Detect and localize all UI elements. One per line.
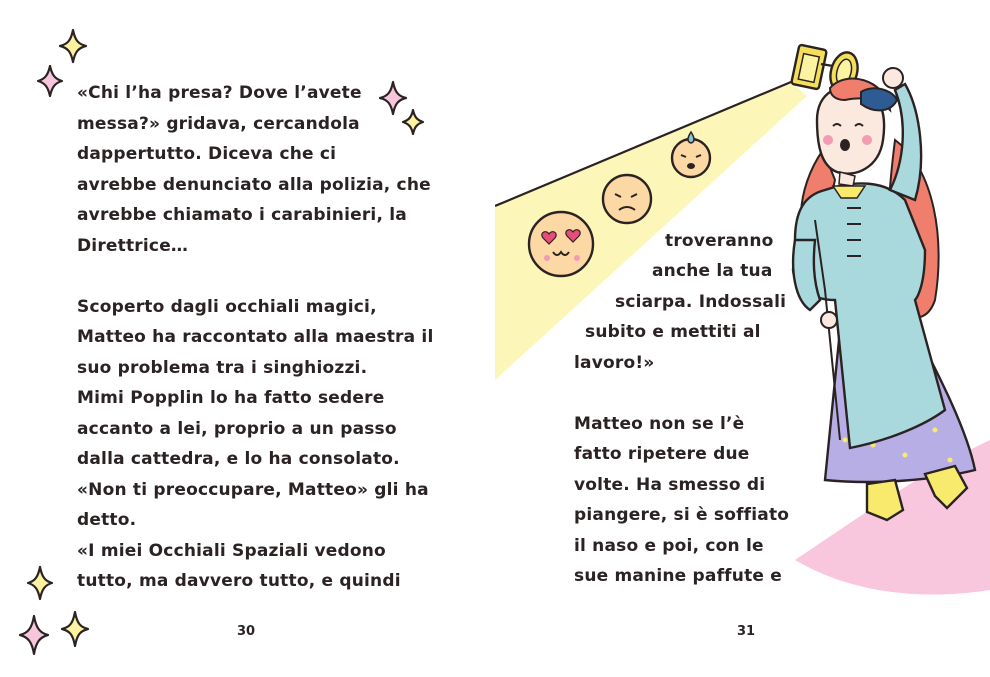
text-line: sciarpa. Indossali (615, 292, 787, 312)
page-number-left: 30 (237, 624, 256, 639)
text-line: Mimi Popplin lo ha fatto sedere (77, 388, 385, 408)
text-line: Matteo ha raccontato alla maestra il (77, 327, 434, 347)
text-line: subito e mettiti al (585, 322, 761, 342)
text-line: «Non ti preoccupare, Matteo» gli ha (77, 479, 429, 500)
text-line: il naso e poi, con le (574, 536, 764, 556)
text-line: anche la tua (652, 261, 773, 281)
beret (861, 88, 897, 110)
text-line: Scoperto dagli occhiali magici, (77, 296, 377, 317)
boot (867, 480, 903, 520)
text-line: sue manine paffute e (574, 566, 782, 586)
text-line: «I miei Occhiali Spaziali vedono (77, 540, 386, 561)
right-page (495, 0, 990, 677)
text-line: volte. Ha smesso di (574, 475, 766, 495)
page-number-right: 31 (737, 624, 756, 639)
sparkle-yellow-icon (60, 610, 90, 648)
text-line: dalla cattedra, e lo ha consolato. (77, 449, 400, 469)
sad-face-icon (603, 175, 651, 223)
heart-eyes-face-icon (529, 212, 593, 276)
text-line: messa?» gridava, cercandola (77, 113, 360, 134)
text-line: suo problema tra i singhiozzi. (77, 357, 368, 378)
text-line: avrebbe chiamato i carabinieri, la (77, 205, 407, 225)
text-line: avrebbe denunciato alla polizia, che (77, 174, 431, 195)
text-line: tutto, ma davvero tutto, e quindi (77, 571, 401, 591)
sparkle-pink-icon (36, 64, 64, 98)
text-line: lavoro!» (574, 353, 655, 373)
text-line: troveranno (665, 231, 774, 251)
text-line: fatto ripetere due (574, 444, 750, 464)
text-line: accanto a lei, proprio a un passo (77, 418, 397, 439)
left-body-text (77, 78, 433, 597)
text-line: «Chi l’ha presa? Dove l’avete (77, 83, 362, 103)
text-line: piangere, si è soffiato (574, 505, 790, 525)
sparkle-yellow-icon (26, 565, 54, 601)
text-line: dappertutto. Diceva che ci (77, 144, 337, 164)
text-line: Matteo non se l’è (574, 414, 745, 434)
sparkle-yellow-icon (58, 28, 88, 64)
text-line: Direttrice… (77, 235, 189, 256)
sparkle-pink-icon (18, 614, 50, 656)
text-line: detto. (77, 510, 137, 530)
